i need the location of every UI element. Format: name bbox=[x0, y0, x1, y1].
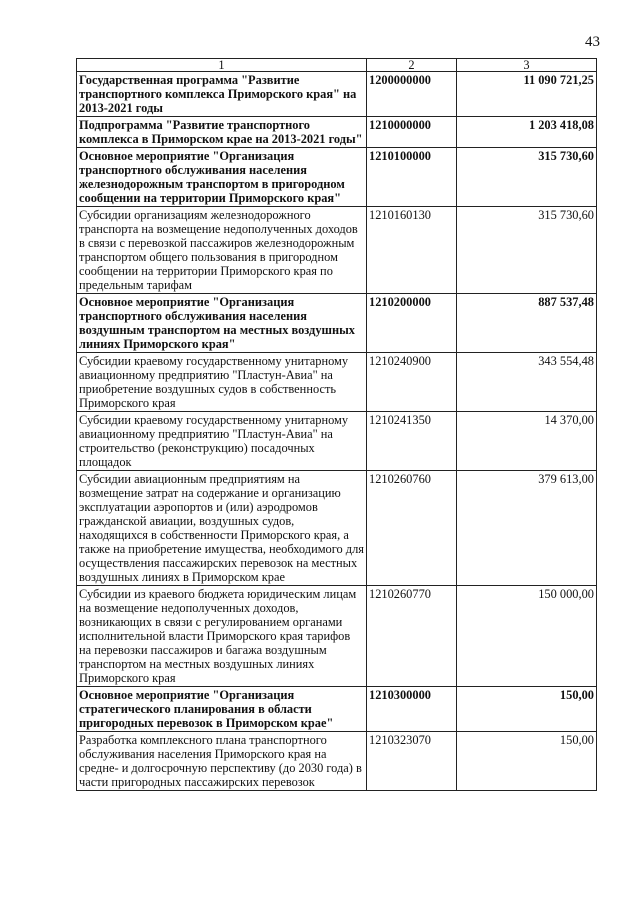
row-amount: 887 537,48 bbox=[457, 294, 597, 353]
page-number: 43 bbox=[585, 34, 600, 50]
row-code: 1210260760 bbox=[367, 471, 457, 586]
row-name: Разработка комплексного плана транспортного обслуживания населения Приморского края на средне- и долгосрочную перспективу (до 2030 года) в части пригородных пассажирских перевозок bbox=[77, 732, 367, 791]
column-header-2: 2 bbox=[367, 59, 457, 72]
row-code: 1210260770 bbox=[367, 586, 457, 687]
row-code: 1210000000 bbox=[367, 117, 457, 148]
row-name: Субсидии авиационным предприятиям на возмещение затрат на содержание и организацию эксплуатации аэропортов и (или) аэродромов гражданской авиации, воздушных судов, находящихся в собственности Приморского края, а также на приобретение имущества, необходимого для осуществления пассажирских перевозок на местных воздушных линиях в Приморском крае bbox=[77, 471, 367, 586]
row-amount: 315 730,60 bbox=[457, 207, 597, 294]
row-amount: 1 203 418,08 bbox=[457, 117, 597, 148]
row-amount: 379 613,00 bbox=[457, 471, 597, 586]
table-row bbox=[77, 471, 597, 586]
row-name: Субсидии из краевого бюджета юридическим лицам на возмещение недополученных доходов, возникающих в связи с регулированием органами исполнительной власти Приморского края тарифов на перевозки пассажиров и багажа воздушным транспортом на местных воздушных линиях Приморского края bbox=[77, 586, 367, 687]
row-name: Основное мероприятие "Организация транспортного обслуживания населения воздушным транспортом на местных воздушных линиях Приморского края" bbox=[77, 294, 367, 353]
row-name: Субсидии организациям железнодорожного транспорта на возмещение недополученных доходов в связи с перевозкой пассажиров железнодорожным транспортом общего пользования в пригородном сообщении на территории Приморского края по предельным тарифам bbox=[77, 207, 367, 294]
row-amount: 343 554,48 bbox=[457, 353, 597, 412]
row-code: 1210241350 bbox=[367, 412, 457, 471]
row-code: 1200000000 bbox=[367, 72, 457, 117]
row-amount: 150,00 bbox=[457, 687, 597, 732]
table-row bbox=[77, 687, 597, 732]
table-row bbox=[77, 294, 597, 353]
row-name: Субсидии краевому государственному унитарному авиационному предприятию "Пластун-Авиа" на строительство (реконструкцию) посадочных площадок bbox=[77, 412, 367, 471]
table-row bbox=[77, 117, 597, 148]
row-name: Основное мероприятие "Организация транспортного обслуживания населения железнодорожным транспортом в пригородном сообщении на территории Приморского края" bbox=[77, 148, 367, 207]
row-amount: 150,00 bbox=[457, 732, 597, 791]
row-amount: 315 730,60 bbox=[457, 148, 597, 207]
table-row bbox=[77, 412, 597, 471]
row-code: 1210240900 bbox=[367, 353, 457, 412]
row-name: Государственная программа "Развитие транспортного комплекса Приморского края" на 2013-2021 годы bbox=[77, 72, 367, 117]
column-header-1: 1 bbox=[77, 59, 367, 72]
budget-table bbox=[76, 58, 597, 791]
row-amount: 150 000,00 bbox=[457, 586, 597, 687]
row-name: Основное мероприятие "Организация стратегического планирования в области пригородных перевозок в Приморском крае" bbox=[77, 687, 367, 732]
row-name: Субсидии краевому государственному унитарному авиационному предприятию "Пластун-Авиа" на приобретение воздушных судов в собственность Приморского края bbox=[77, 353, 367, 412]
table-row bbox=[77, 732, 597, 791]
row-code: 1210323070 bbox=[367, 732, 457, 791]
table-row bbox=[77, 586, 597, 687]
table-row bbox=[77, 72, 597, 117]
row-amount: 14 370,00 bbox=[457, 412, 597, 471]
table-row bbox=[77, 353, 597, 412]
row-code: 1210100000 bbox=[367, 148, 457, 207]
column-header-3: 3 bbox=[457, 59, 597, 72]
row-code: 1210200000 bbox=[367, 294, 457, 353]
row-code: 1210300000 bbox=[367, 687, 457, 732]
row-name: Подпрограмма "Развитие транспортного комплекса в Приморском крае на 2013-2021 годы" bbox=[77, 117, 367, 148]
table-row bbox=[77, 207, 597, 294]
row-amount: 11 090 721,25 bbox=[457, 72, 597, 117]
row-code: 1210160130 bbox=[367, 207, 457, 294]
table-row bbox=[77, 148, 597, 207]
table-header-row bbox=[77, 59, 597, 72]
